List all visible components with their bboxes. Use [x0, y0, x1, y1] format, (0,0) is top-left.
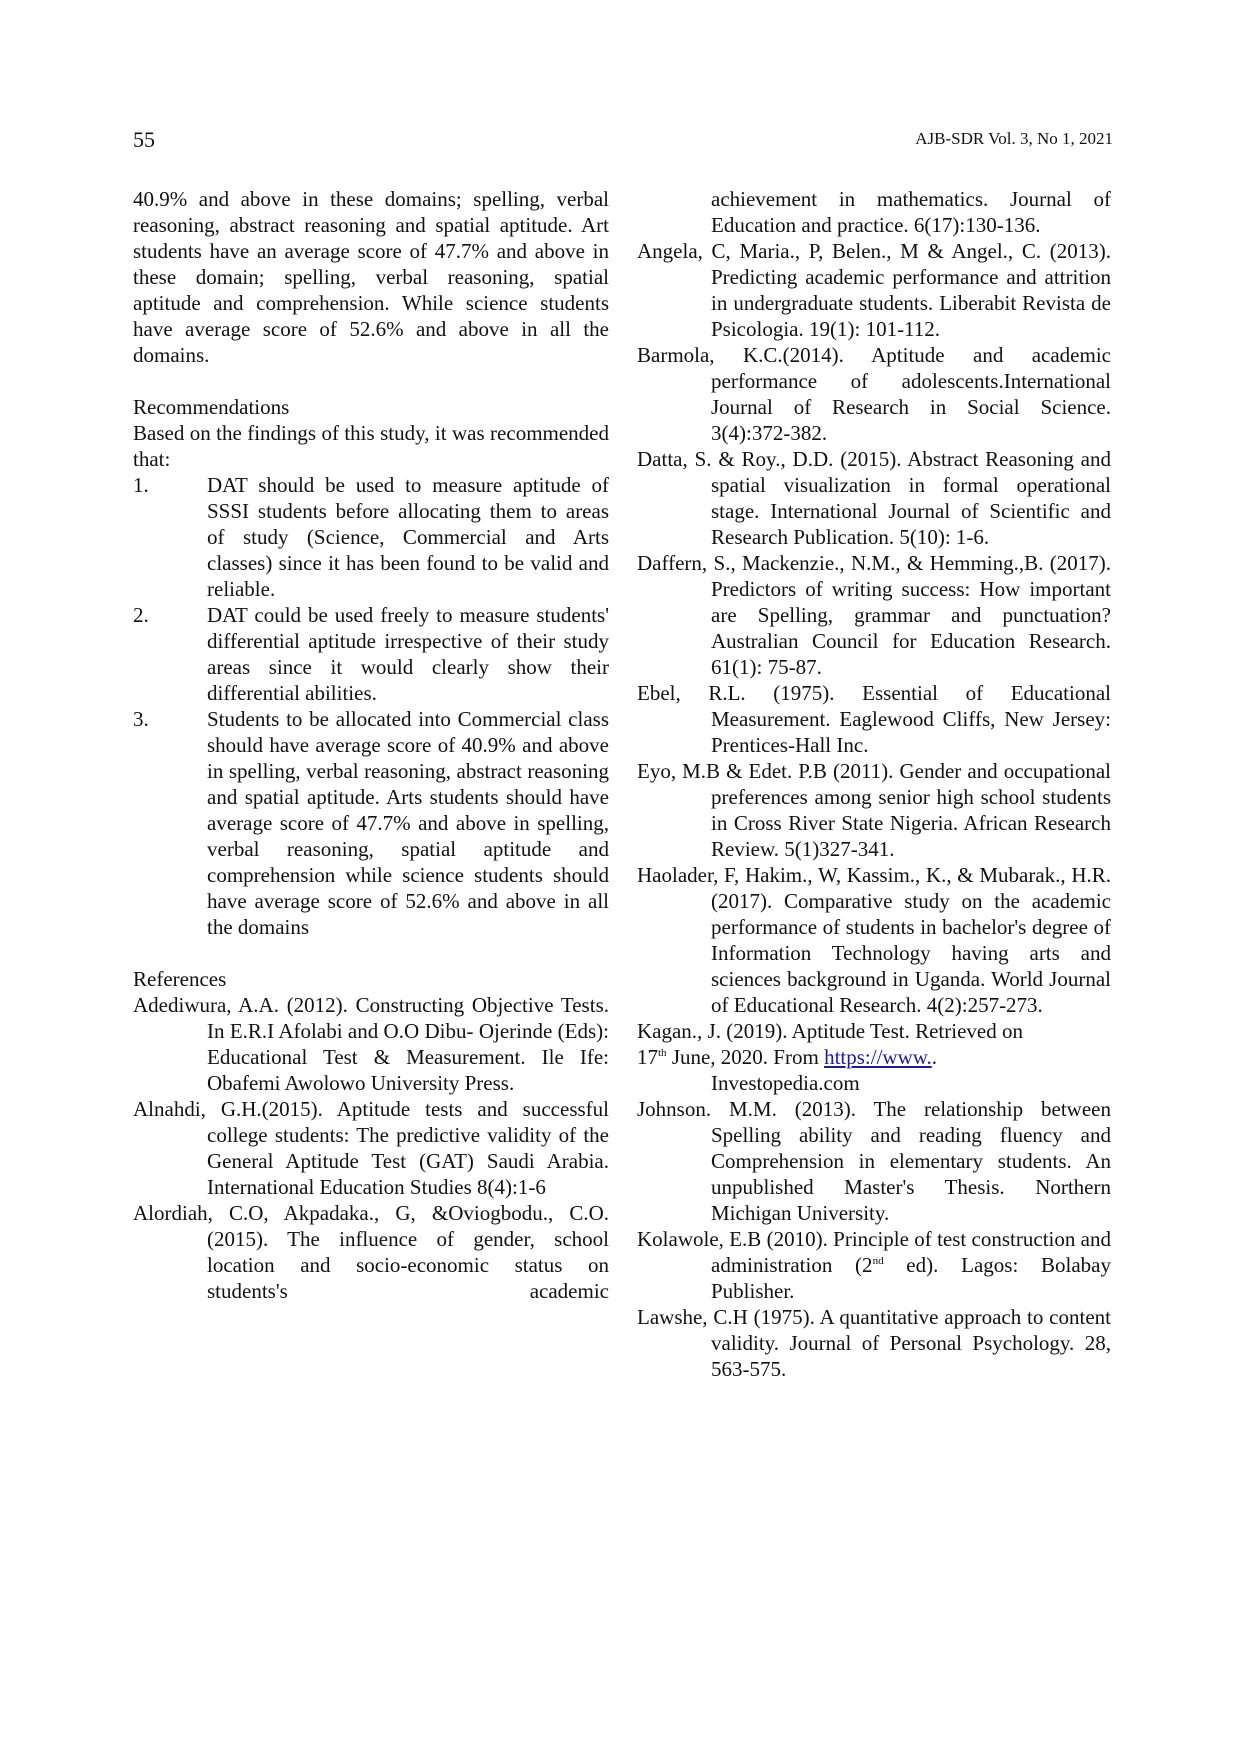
- kagan-line-2: [637, 1044, 1111, 1070]
- references-heading: References: [133, 967, 227, 991]
- kagan-day: 17: [637, 1045, 658, 1069]
- reference-entry: Johnson. M.M. (2013). The relationship between Spelling ability and reading fluency and Comprehension in elementary students. An unpublished Master's Thesis. Northern Michigan University.: [637, 1097, 1111, 1225]
- kagan-line-1: Kagan., J. (2019). Aptitude Test. Retrieved on: [637, 1019, 1023, 1043]
- kagan-period: .: [931, 1045, 938, 1069]
- reference-entry: Alordiah, C.O, Akpadaka., G, &Oviogbodu., C.O. (2015). The influence of gender, school location and socio-economic status on students's academic: [133, 1201, 609, 1303]
- recommendation-item: [133, 706, 609, 940]
- reference-entry: Haolader, F, Hakim., W, Kassim., K., & Mubarak., H.R.(2017). Comparative study on the academic performance of students in bachelor's degree of Information Technology having arts and sciences background in Uganda. World Journal of Educational Research. 4(2):257-273.: [637, 863, 1111, 1017]
- reference-entry: Datta, S. & Roy., D.D. (2015). Abstract Reasoning and spatial visualization in formal operational stage. International Journal of Scientific and Research Publication. 5(10): 1-6.: [637, 447, 1111, 549]
- investopedia-link[interactable]: https://www.: [824, 1045, 932, 1069]
- list-number: 2.: [133, 603, 149, 627]
- recommendation-item: [133, 472, 609, 602]
- kolawole-text-end: ed). Lagos: Bolabay Publisher.: [711, 1253, 1112, 1303]
- recommendations-heading: Recommendations: [133, 395, 290, 419]
- reference-entry: Daffern, S., Mackenzie., N.M., & Hemming.,B. (2017). Predictors of writing success: How important are Spelling, grammar and punctuation? Australian Council for Education Research. 61(1): 75-87.: [637, 551, 1111, 679]
- page-number: 55: [133, 127, 155, 152]
- list-number: 3.: [133, 707, 149, 731]
- reference-continuation: achievement in mathematics. Journal of Education and practice. 6(17):130-136.: [711, 187, 1111, 237]
- journal-header: AJB-SDR Vol. 3, No 1, 2021: [915, 129, 1113, 148]
- reference-entry: Adediwura, A.A. (2012). Constructing Objective Tests. In E.R.I Afolabi and O.O Dibu- Ojerinde (Eds): Educational Test & Measurement. Ile Ife: Obafemi Awolowo University Press.: [133, 993, 609, 1095]
- reference-entry-kolawole: [637, 1226, 1111, 1304]
- reference-entry: Alnahdi, G.H.(2015). Aptitude tests and successful college students: The predictive validity of the General Aptitude Test (GAT) Saudi Arabia. International Education Studies 8(4):1-6: [133, 1097, 609, 1199]
- intro-paragraph: 40.9% and above in these domains; spelling, verbal reasoning, abstract reasoning and spatial aptitude. Art students have an average score of 47.7% and above in these domain; spelling, verbal reasoning, spatial aptitude and comprehension. While science students have average score of 52.6% and above in all the domains.: [133, 187, 609, 367]
- kagan-line-3: Investopedia.com: [711, 1071, 860, 1095]
- reference-entry: Ebel, R.L. (1975). Essential of Educational Measurement. Eaglewood Cliffs, New Jersey: Prentices-Hall Inc.: [637, 681, 1111, 757]
- reference-entry: Angela, C, Maria., P, Belen., M & Angel., C. (2013). Predicting academic performance and attrition in undergraduate students. Liberabit Revista de Psicologia. 19(1): 101-112.: [637, 239, 1111, 341]
- kolawole-text: Kolawole, E.B (2010). Principle of test construction and administration (2: [637, 1227, 1111, 1277]
- list-text: DAT should be used to measure aptitude of SSSI students before allocating them to areas of study (Science, Commercial and Arts classes) since it has been found to be valid and reliable.: [207, 473, 609, 601]
- kagan-text: June, 2020. From: [666, 1045, 825, 1069]
- left-column: [133, 186, 609, 1304]
- right-column: [637, 186, 1111, 1382]
- kagan-day-sup: th: [658, 1047, 667, 1059]
- reference-entry: Barmola, K.C.(2014). Aptitude and academic performance of adolescents.International Journal of Research in Social Science. 3(4):372-382.: [637, 343, 1111, 445]
- list-text: DAT could be used freely to measure students' differential aptitude irrespective of their study areas since it would clearly show their differential abilities.: [207, 603, 609, 705]
- reference-entry-kagan: [637, 1018, 1111, 1096]
- kolawole-sup: nd: [872, 1255, 884, 1267]
- recommendation-item: [133, 602, 609, 706]
- recommendations-lead: Based on the findings of this study, it was recommended that:: [133, 421, 609, 471]
- list-text: Students to be allocated into Commercial class should have average score of 40.9% and above in spelling, verbal reasoning, abstract reasoning and spatial aptitude. Arts students should have average score of 47.7% and above in spelling, verbal reasoning, spatial aptitude and comprehension while science students should have average score of 52.6% and above in all the domains: [207, 707, 609, 939]
- list-number: 1.: [133, 473, 149, 497]
- reference-entry: Lawshe, C.H (1975). A quantitative approach to content validity. Journal of Personal Psychology. 28, 563-575.: [637, 1305, 1111, 1381]
- reference-entry: Eyo, M.B & Edet. P.B (2011). Gender and occupational preferences among senior high school students in Cross River State Nigeria. African Research Review. 5(1)327-341.: [637, 759, 1111, 861]
